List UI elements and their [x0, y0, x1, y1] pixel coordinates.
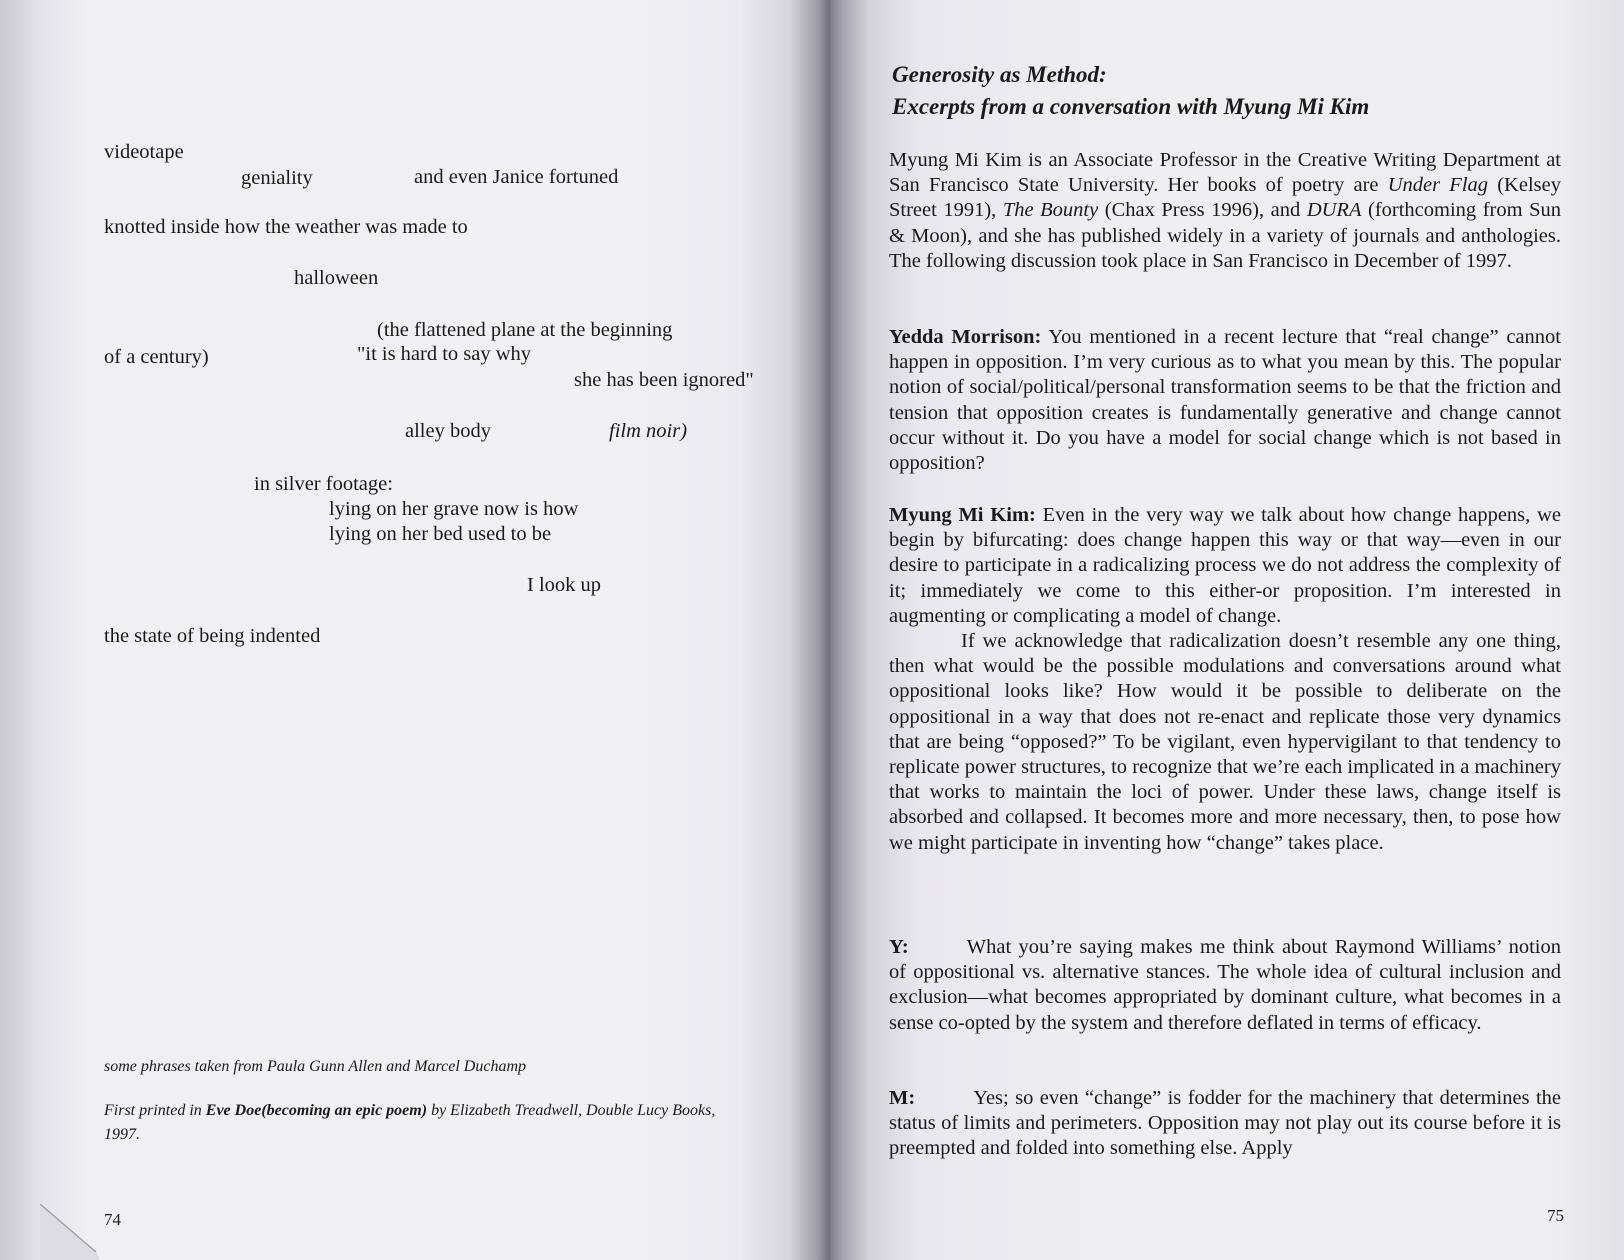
page-curl-corner [40, 1192, 100, 1260]
poem-line: (the flattened plane at the beginning [377, 319, 673, 341]
page-number-right: 75 [1547, 1206, 1564, 1225]
poem-line: the state of being indented [104, 625, 321, 647]
poem-line: knotted inside how the weather was made to [104, 216, 468, 238]
question-yedda: Yedda Morrison: You mentioned in a recent lecture that “real change” cannot happen in opposition. I’m very curious as to what you mean by this. The popular notion of social/political/personal transformation seems to be that the friction and tension that opposition creates is fundamentally generative and change cannot occur without it. Do you have a model for social change which is not based in opposition? [889, 326, 1561, 475]
poem-line: in silver footage: [254, 473, 393, 495]
author-bio: Myung Mi Kim is an Associate Professor in the Creative Writing Department at San Francisco State University. Her books of poetry are Under Flag (Kelsey Street 1991), The Bounty (Chax Press 1996), and DURA (forthcoming from Sun & Moon), and she has published widely in a variety of journals and anthologies. The following discussion took place in San Francisco in December of 1997. [889, 149, 1561, 272]
poem-line: and even Janice fortuned [414, 166, 619, 188]
poem-line: I look up [527, 574, 602, 596]
first-printed-credit: First printed in Eve Doe(becoming an epic poem) by Elizabeth Treadwell, Double Lucy Books, 1997. [104, 1102, 716, 1143]
poem-line: alley body [405, 420, 491, 442]
speaker-label: Yedda Morrison: [889, 326, 1042, 348]
page-number-left: 74 [104, 1210, 121, 1229]
answer-myung: Myung Mi Kim: Even in the very way we talk about how change happens, we begin by bifurcating: does change happen this way or that way—even in our desire to participate in a radicalizing process we do not address the complexity of it; immediately we come to this either-or proposition. I’m interested in augmenting or complicating a model of change. If we acknowledge that radicalization doesn’t resemble any one thing, then what would be the possible modulations and conversations around what oppositional looks like? How would it be possible to deliberate on the oppositional in a way that does not re-enact and replicate those very dynamics that are being “opposed?” To be vigilant, even hypervigilant to that tendency to replicate power structures, to recognize that we’re each implicated in a machinery that works to maintain the loci of power. Under these laws, change itself is absorbed and collapsed. It becomes more and more necessary, then, to pose how we might participate in inventing how “change” takes place. [889, 504, 1561, 854]
poem-line: "it is hard to say why [357, 343, 532, 365]
speaker-label: Y: [889, 936, 909, 958]
speaker-label: M: [889, 1087, 916, 1109]
source-note: some phrases taken from Paula Gunn Allen and Marcel Duchamp [104, 1058, 527, 1075]
poem-line: film noir) [609, 420, 688, 442]
answer-m: M: Yes; so even “change” is fodder for the machinery that determines the status of limits and perimeters. Opposition may not play out its course before it is preempted and folded into something else. Apply [889, 1087, 1561, 1160]
poem-line: geniality [241, 167, 313, 189]
poem-line: videotape [104, 141, 184, 163]
article-subtitle: Excerpts from a conversation with Myung Mi Kim [892, 94, 1370, 119]
poem-line: of a century) [104, 346, 209, 368]
poem-line: lying on her grave now is how [329, 498, 579, 520]
poem-line: halloween [294, 267, 379, 289]
question-y: Y: What you’re saying makes me think about Raymond Williams’ notion of oppositional vs. alternative stances. The whole idea of cultural inclusion and exclusion—what becomes appropriated by dominant culture, what becomes in a sense co-opted by the system and therefore deflated in terms of efficacy. [889, 936, 1561, 1034]
poem-line: she has been ignored" [574, 369, 754, 391]
article-title: Generosity as Method: [892, 62, 1107, 87]
poem-line: lying on her bed used to be [329, 523, 552, 545]
speaker-label: Myung Mi Kim: [889, 504, 1036, 526]
